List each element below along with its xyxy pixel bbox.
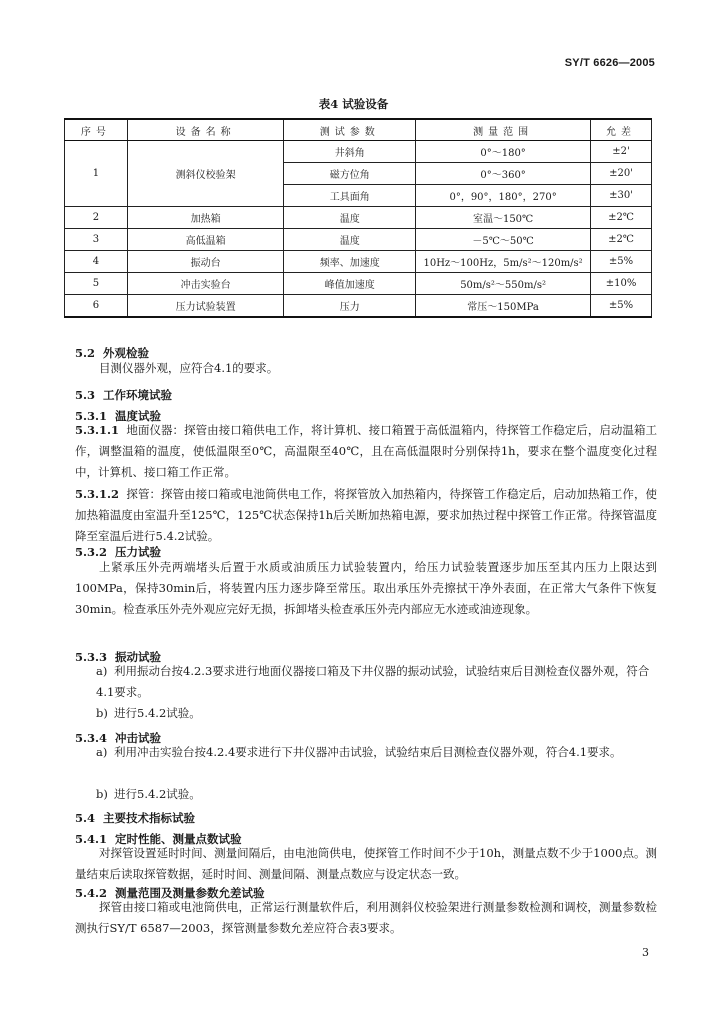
list-marker: b) xyxy=(96,706,108,720)
cell-param: 温度 xyxy=(284,207,416,229)
list-text: 进行5.4.2试验。 xyxy=(114,787,201,801)
section-5-2-text: 目测仪器外观，应符合4.1的要求。 xyxy=(99,361,279,375)
header-tolerance: 允差 xyxy=(591,119,652,141)
cell-no: 1 xyxy=(65,141,128,207)
section-number: 5.4.1 xyxy=(75,832,108,846)
section-number: 5.4 xyxy=(75,811,96,825)
cell-range: －5℃～50℃ xyxy=(416,229,591,251)
section-title: 主要技术指标试验 xyxy=(103,811,196,825)
table-header-row xyxy=(65,119,652,141)
cell-tolerance: ±5% xyxy=(591,295,652,318)
section-title: 测量范围及测量参数允差试验 xyxy=(115,886,265,900)
table-row xyxy=(65,251,652,273)
cell-name: 冲击实验台 xyxy=(127,273,284,295)
header-name: 设备名称 xyxy=(127,119,284,141)
cell-range: 0°，90°，180°，270° xyxy=(416,185,591,207)
section-number: 5.4.2 xyxy=(75,886,108,900)
section-5-3-heading xyxy=(75,387,172,403)
section-title: 压力试验 xyxy=(115,545,162,559)
list-item xyxy=(96,742,656,763)
cell-param: 温度 xyxy=(284,229,416,251)
cell-name: 高低温箱 xyxy=(127,229,284,251)
section-number: 5.3.3 xyxy=(75,650,108,664)
section-5-4-1-text: 对探管设置延时时间、测量间隔后，由电池筒供电，使探管工作时间不少于10h，测量点数不少于1000点。测量结束后读取探管数据，延时时间、测量间隔、测量点数应与设定状态一致。 xyxy=(75,846,657,882)
section-number: 5.3.2 xyxy=(75,545,108,559)
cell-name: 压力试验装置 xyxy=(127,295,284,318)
section-title: 定时性能、测量点数试验 xyxy=(115,832,242,846)
cell-tolerance: ±5% xyxy=(591,251,652,273)
cell-range: 50m/s²～550m/s² xyxy=(416,273,591,295)
cell-range: 室温～150℃ xyxy=(416,207,591,229)
cell-no: 5 xyxy=(65,273,128,295)
page-number: 3 xyxy=(642,946,649,959)
list-item xyxy=(96,784,656,805)
list-text: 利用冲击实验台按4.2.4要求进行下井仪器冲击试验，试验结束后目测检查仪器外观，符合4.1要求。 xyxy=(114,745,622,759)
section-text: 地面仪器：探管由接口箱供电工作，将计算机、接口箱置于高低温箱内，待探管工作稳定后，启动温箱工作，调整温箱的温度，使低温限至0℃，高温限至40℃，且在高低温限时分别保持1h，要求在整个温度变化过程中，计算机、接口箱工作正常。 xyxy=(75,423,658,480)
section-5-4-2-text: 探管由接口箱或电池筒供电，正常运行测量软件后，利用测斜仪校验架进行测量参数检测和调校，测量参数检测执行SY/T 6587—2003，探管测量参数允差应符合表3要求。 xyxy=(75,900,657,936)
section-number: 5.3.4 xyxy=(75,731,108,745)
list-marker: a) xyxy=(96,745,108,759)
cell-param: 压力 xyxy=(284,295,416,318)
table-caption: 表4 试验设备 xyxy=(318,97,389,111)
section-number: 5.3.1.2 xyxy=(75,487,120,501)
cell-tolerance: ±2' xyxy=(591,141,652,163)
section-5-3-1-2-paragraph xyxy=(75,484,657,548)
cell-param: 工具面角 xyxy=(284,185,416,207)
section-5-4-heading xyxy=(75,810,195,826)
cell-no: 2 xyxy=(65,207,128,229)
cell-no: 3 xyxy=(65,229,128,251)
list-text: 利用振动台按4.2.3要求进行地面仪器接口箱及下井仪器的振动试验，试验结束后目测检查仪器外观，符合4.1要求。 xyxy=(96,664,650,700)
list-marker: a) xyxy=(96,664,108,678)
section-number: 5.3.1.1 xyxy=(75,423,120,437)
section-5-3-2-text: 上紧承压外壳两端堵头后置于水质或油质压力试验装置内，给压力试验装置逐步加压至其内压力上限达到100MPa，保持30min后，将装置内压力逐步降至常压。取出承压外壳擦拭干净外表面，在正常大气条件下恢复30min。检查承压外壳外观应完好无损，拆卸堵头检查承压外壳内部应无水迹或油迹现象。 xyxy=(75,560,657,617)
table-row xyxy=(65,207,652,229)
section-title: 温度试验 xyxy=(115,409,162,423)
table-row xyxy=(65,141,652,163)
cell-range: 10Hz～100Hz，5m/s²～120m/s² xyxy=(416,251,591,273)
table-row xyxy=(65,273,652,295)
cell-tolerance: ±10% xyxy=(591,273,652,295)
standard-number: SY/T 6626—2005 xyxy=(564,57,655,69)
section-text: 探管：探管由接口箱或电池筒供电工作，将探管放入加热箱内，待探管工作稳定后，启动加热箱工作，使加热箱温度由室温升至125℃，125℃状态保持1h后关断加热箱电源，要求加热过程中探管工作正常。待探管温度降至室温后进行5.4.2试验。 xyxy=(75,487,658,544)
cell-name: 测斜仪校验架 xyxy=(127,141,284,207)
section-number: 5.2 xyxy=(75,346,96,360)
cell-range: 0°～360° xyxy=(416,163,591,185)
section-number: 5.3.1 xyxy=(75,409,108,423)
table-row xyxy=(65,295,652,318)
section-title: 振动试验 xyxy=(115,650,162,664)
section-title: 冲击试验 xyxy=(115,731,162,745)
cell-tolerance: ±30' xyxy=(591,185,652,207)
cell-param: 磁方位角 xyxy=(284,163,416,185)
cell-param: 井斜角 xyxy=(284,141,416,163)
cell-range: 常压～150MPa xyxy=(416,295,591,318)
section-number: 5.3 xyxy=(75,388,96,402)
section-5-3-1-1-paragraph xyxy=(75,420,657,484)
header-no: 序号 xyxy=(65,119,128,141)
cell-tolerance: ±2℃ xyxy=(591,207,652,229)
header-range: 测量范围 xyxy=(416,119,591,141)
equipment-table xyxy=(64,118,652,318)
cell-tolerance: ±2℃ xyxy=(591,229,652,251)
cell-name: 加热箱 xyxy=(127,207,284,229)
cell-tolerance: ±20' xyxy=(591,163,652,185)
cell-param: 频率、加速度 xyxy=(284,251,416,273)
list-item xyxy=(96,703,656,724)
cell-param: 峰值加速度 xyxy=(284,273,416,295)
list-text: 进行5.4.2试验。 xyxy=(114,706,201,720)
section-title: 工作环境试验 xyxy=(103,388,173,402)
list-marker: b) xyxy=(96,787,108,801)
section-title: 外观检验 xyxy=(103,346,150,360)
cell-no: 4 xyxy=(65,251,128,273)
header-param: 测试参数 xyxy=(284,119,416,141)
cell-range: 0°～180° xyxy=(416,141,591,163)
list-item xyxy=(96,661,656,703)
cell-name: 振动台 xyxy=(127,251,284,273)
cell-no: 6 xyxy=(65,295,128,318)
table-row xyxy=(65,229,652,251)
